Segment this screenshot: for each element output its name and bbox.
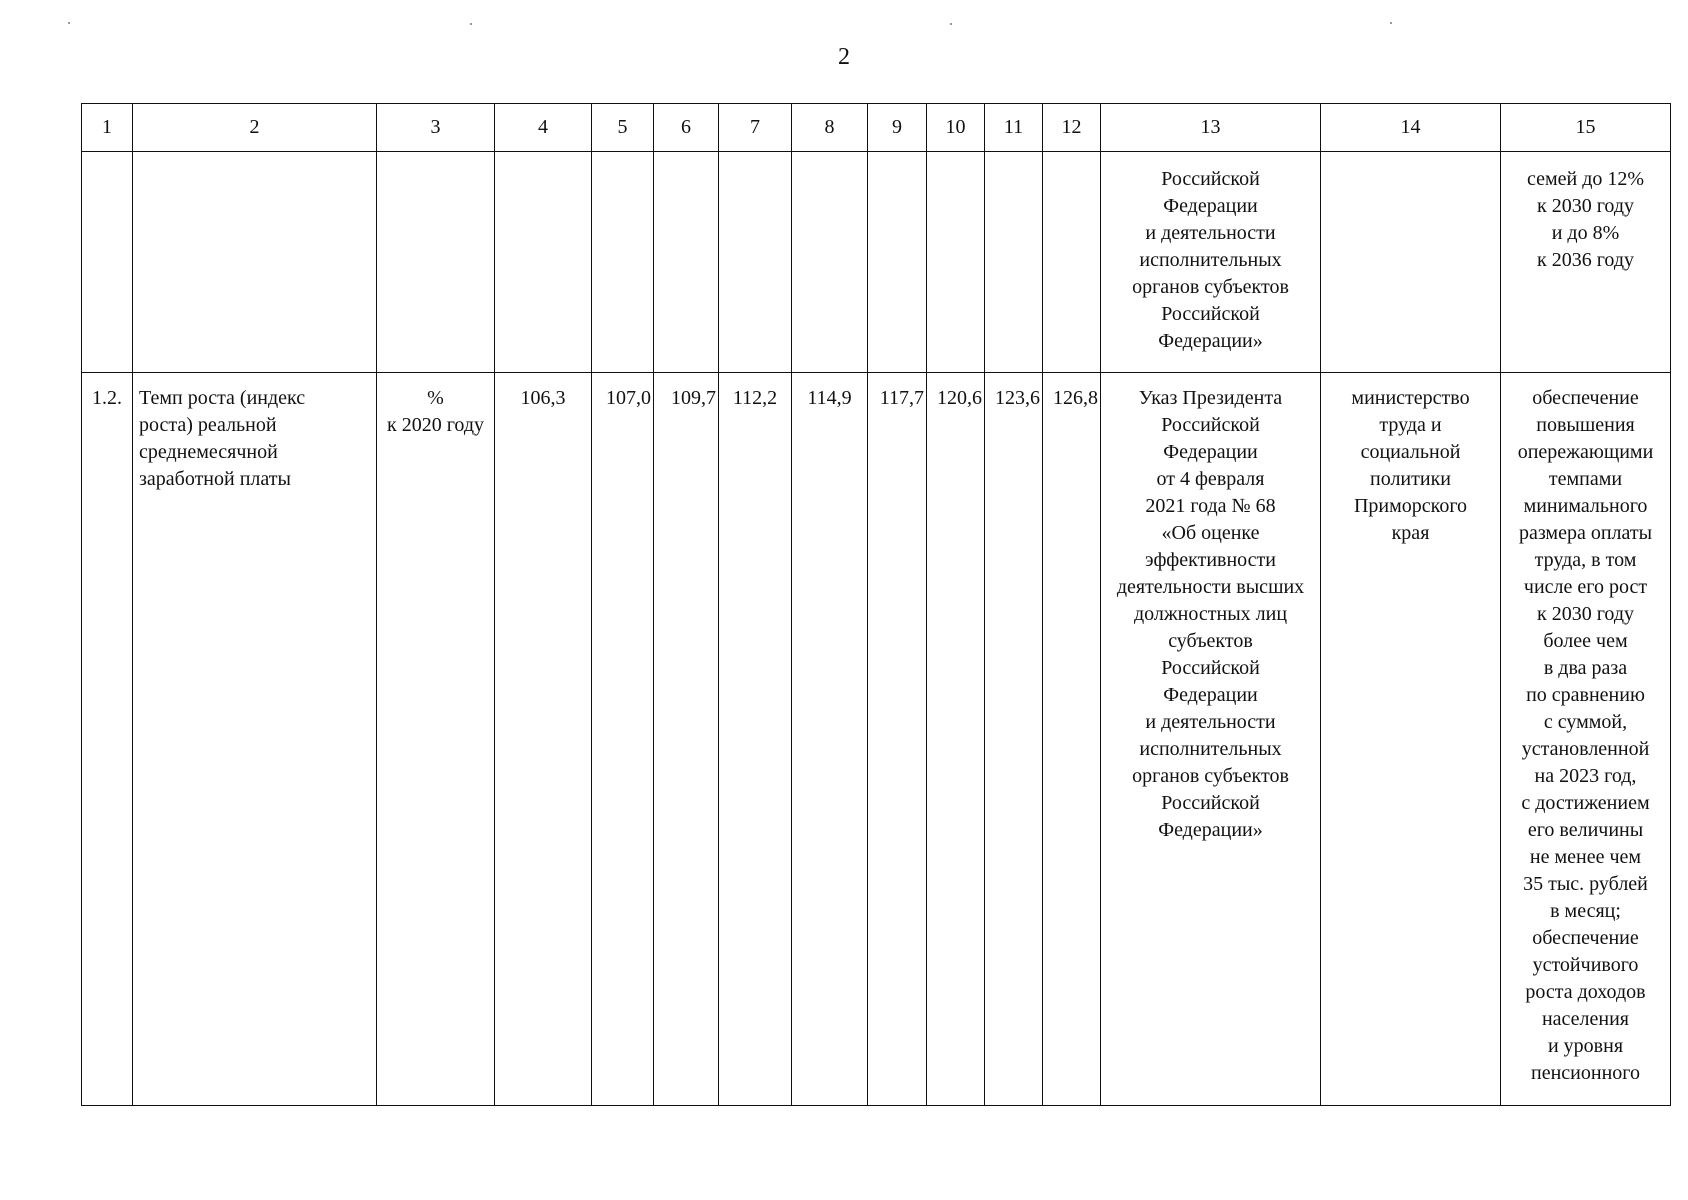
empty-cell — [1321, 152, 1501, 373]
empty-cell — [719, 152, 792, 373]
indicator-table — [81, 103, 1671, 1106]
empty-cell — [792, 152, 868, 373]
table-row-continued — [82, 152, 1671, 373]
column-number: 5 — [592, 104, 654, 152]
column-number: 1 — [82, 104, 133, 152]
empty-cell — [495, 152, 592, 373]
column-number: 6 — [654, 104, 719, 152]
value-cell: 112,2 — [719, 373, 792, 1106]
column-number: 7 — [719, 104, 792, 152]
value-cell: 117,7 — [868, 373, 927, 1106]
value-cell: 114,9 — [792, 373, 868, 1106]
column-number: 12 — [1043, 104, 1101, 152]
empty-cell — [985, 152, 1043, 373]
column-number: 15 — [1501, 104, 1671, 152]
value-cell: 107,0 — [592, 373, 654, 1106]
column-number: 9 — [868, 104, 927, 152]
unit-cell: % к 2020 году — [377, 373, 495, 1106]
column-number-row — [82, 104, 1671, 152]
table-row-1-2 — [82, 373, 1671, 1106]
responsible-cell: министерство труда и социальной политики Приморского края — [1321, 373, 1501, 1106]
scan-speck — [1390, 22, 1392, 24]
scan-speck — [68, 22, 70, 24]
row-number-cell: 1.2. — [82, 373, 133, 1106]
page-number: 2 — [838, 44, 850, 70]
column-number: 14 — [1321, 104, 1501, 152]
column-number: 4 — [495, 104, 592, 152]
goal-cell: семей до 12% к 2030 году и до 8% к 2036 году — [1501, 152, 1671, 373]
empty-cell — [377, 152, 495, 373]
column-number: 3 — [377, 104, 495, 152]
goal-cell: обеспечение повышения опережающими темпами минимального размера оплаты труда, в том числе его рост к 2030 году более чем в два раза по сравнению с суммой, установленной на 2023 год, с достижением его величины не менее чем 35 тыс. рублей в месяц; обеспечение устойчивого роста доходов населения и уровня пенсионного — [1501, 373, 1671, 1106]
value-cell: 109,7 — [654, 373, 719, 1106]
column-number: 13 — [1101, 104, 1321, 152]
empty-cell — [868, 152, 927, 373]
value-cell: 123,6 — [985, 373, 1043, 1106]
column-number: 8 — [792, 104, 868, 152]
empty-cell — [592, 152, 654, 373]
scan-speck — [470, 23, 472, 25]
column-number: 11 — [985, 104, 1043, 152]
value-cell: 106,3 — [495, 373, 592, 1106]
empty-cell — [82, 152, 133, 373]
column-number: 10 — [927, 104, 985, 152]
empty-cell — [654, 152, 719, 373]
empty-cell — [927, 152, 985, 373]
scan-speck — [950, 23, 952, 25]
empty-cell — [133, 152, 377, 373]
legal-basis-cell: Российской Федерации и деятельности исполнительных органов субъектов Российской Федерации» — [1101, 152, 1321, 373]
empty-cell — [1043, 152, 1101, 373]
indicator-name-cell: Темп роста (индекс роста) реальной среднемесячной заработной платы — [133, 373, 377, 1106]
column-number: 2 — [133, 104, 377, 152]
legal-basis-cell: Указ Президента Российской Федерации от 4 февраля 2021 года № 68 «Об оценке эффективности деятельности высших должностных лиц субъектов Российской Федерации и деятельности исполнительных органов субъектов Российской Федерации» — [1101, 373, 1321, 1106]
value-cell: 126,8 — [1043, 373, 1101, 1106]
value-cell: 120,6 — [927, 373, 985, 1106]
